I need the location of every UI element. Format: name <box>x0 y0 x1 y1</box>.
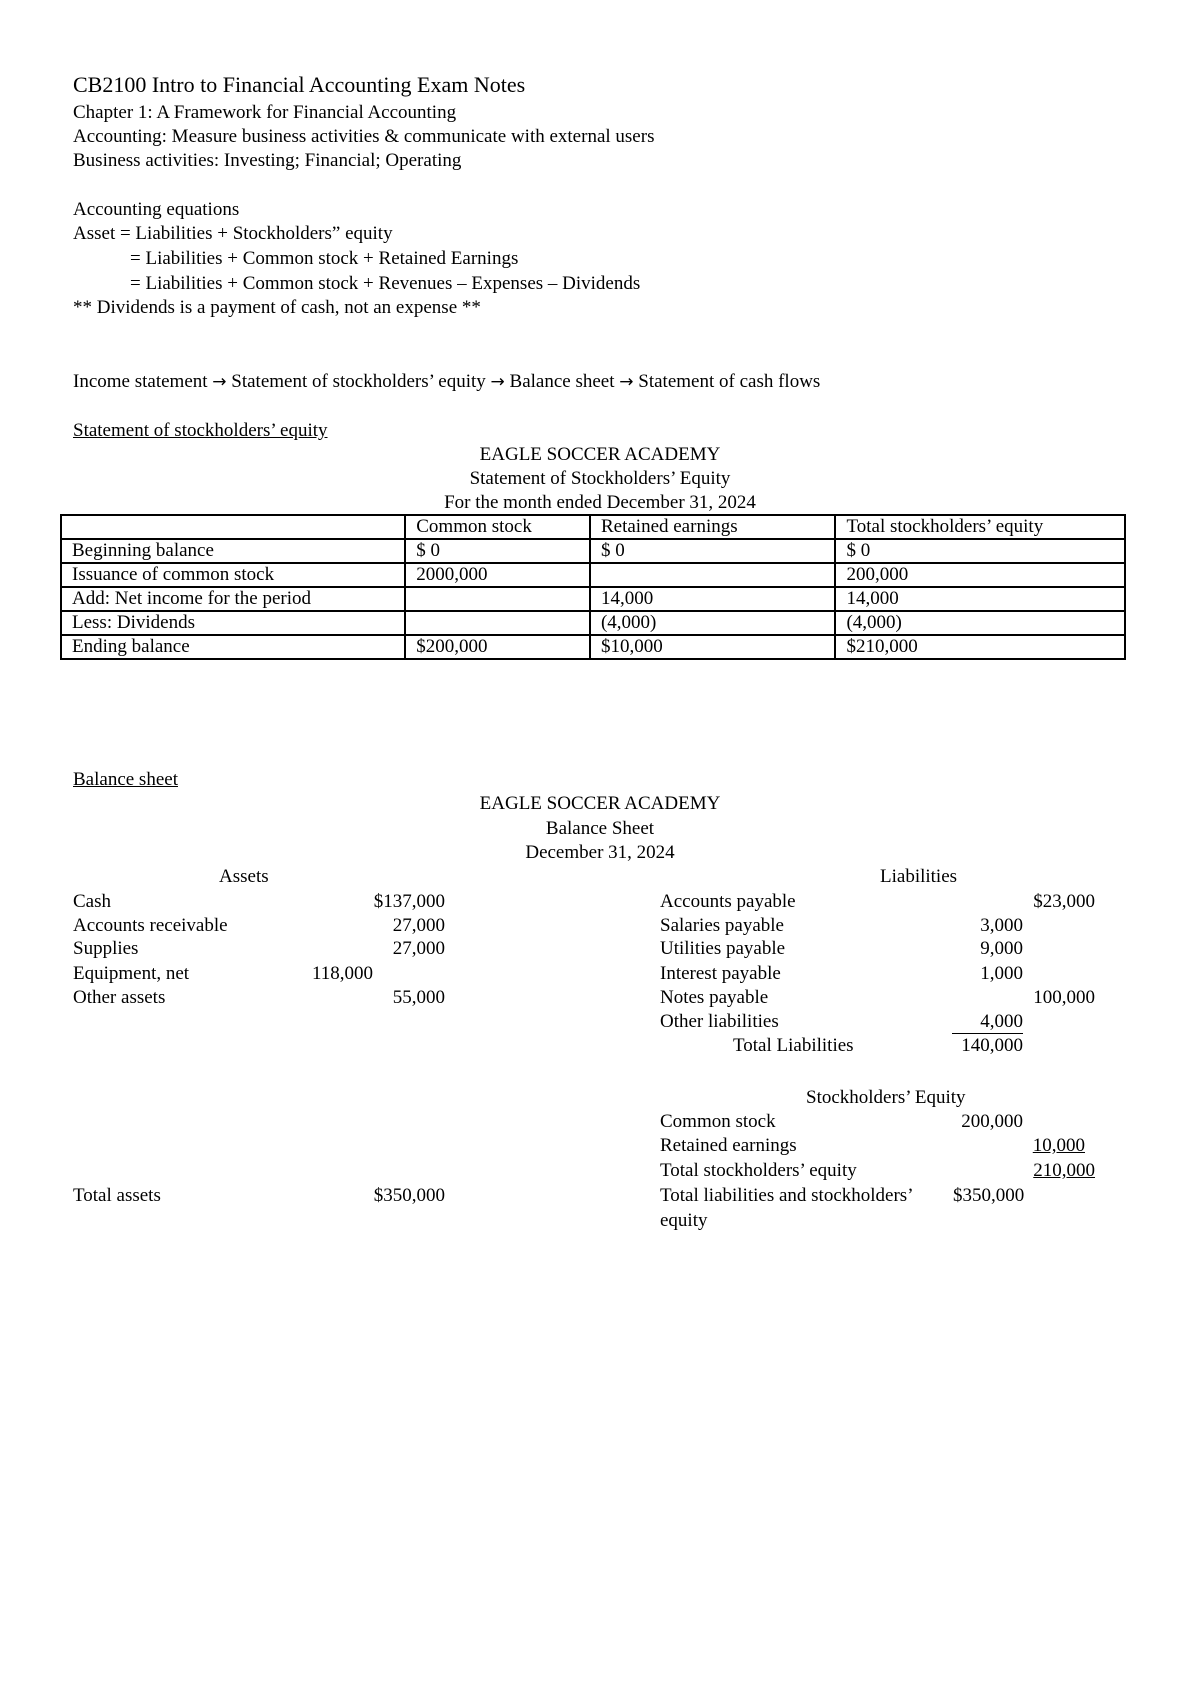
total-assets-label: Total assets <box>73 1185 161 1206</box>
total-le-amount: $350,000 <box>953 1185 1025 1206</box>
table-cell: Ending balance <box>61 635 405 659</box>
equation-line-1: Asset = Liabilities + Stockholders” equity <box>73 223 393 244</box>
equity-company-name: EAGLE SOCCER ACADEMY <box>479 444 721 465</box>
chapter-heading: Chapter 1: A Framework for Financial Accounting <box>73 102 457 123</box>
table-row <box>61 539 1125 563</box>
flow-item: Statement of stockholders’ equity <box>231 371 486 392</box>
total-liabilities-label: Total Liabilities <box>733 1035 854 1056</box>
asset-amount: 55,000 <box>392 987 445 1008</box>
total-le-label: Total liabilities and stockholders’ <box>660 1185 914 1206</box>
equity-label: Common stock <box>660 1111 776 1132</box>
business-activities: Business activities: Investing; Financial; Operating <box>73 150 462 171</box>
table-cell <box>405 587 590 611</box>
table-cell: (4,000) <box>590 611 836 635</box>
table-cell: 14,000 <box>835 587 1125 611</box>
asset-label: Supplies <box>73 938 139 959</box>
total-assets-amount: $350,000 <box>373 1185 445 1206</box>
asset-amount: 27,000 <box>392 938 445 959</box>
accounting-definition: Accounting: Measure business activities & communicate with external users <box>73 126 655 147</box>
table-cell: $ 0 <box>405 539 590 563</box>
equity-amount: 200,000 <box>961 1111 1023 1132</box>
arrow-right-icon: → <box>212 372 227 392</box>
assets-heading: Assets <box>219 866 269 887</box>
table-row <box>61 635 1125 659</box>
bs-name: Balance Sheet <box>545 818 655 839</box>
table-header-cell: Retained earnings <box>590 515 836 539</box>
liability-label: Other liabilities <box>660 1011 779 1032</box>
asset-amount: 27,000 <box>392 915 445 936</box>
asset-amount: $137,000 <box>373 891 445 912</box>
table-cell: Issuance of common stock <box>61 563 405 587</box>
equity-label: Total stockholders’ equity <box>660 1160 857 1181</box>
asset-amount: 118,000 <box>311 963 373 984</box>
equity-amount: 10,000 <box>1032 1135 1085 1156</box>
liabilities-heading: Liabilities <box>880 866 958 887</box>
equity-statement-period: For the month ended December 31, 2024 <box>444 492 756 513</box>
table-row <box>61 563 1125 587</box>
bs-date: December 31, 2024 <box>525 842 675 863</box>
asset-label: Other assets <box>73 987 166 1008</box>
liability-label: Salaries payable <box>660 915 784 936</box>
equation-line-2: = Liabilities + Common stock + Retained Earnings <box>130 248 519 269</box>
equity-amount: 210,000 <box>1033 1160 1095 1181</box>
table-cell <box>405 611 590 635</box>
liability-amount: 100,000 <box>1033 987 1095 1008</box>
liability-label: Notes payable <box>660 987 769 1008</box>
table-cell: Less: Dividends <box>61 611 405 635</box>
equity-statement-name: Statement of Stockholders’ Equity <box>469 468 731 489</box>
table-row <box>61 611 1125 635</box>
table-header-row <box>61 515 1125 539</box>
asset-label: Accounts receivable <box>73 915 228 936</box>
liability-amount: 4,000 <box>952 1011 1023 1034</box>
liability-amount: 9,000 <box>980 938 1023 959</box>
table-cell <box>590 563 836 587</box>
table-cell: (4,000) <box>835 611 1125 635</box>
asset-label: Cash <box>73 891 111 912</box>
arrow-right-icon: → <box>619 372 634 392</box>
table-header-cell: Common stock <box>405 515 590 539</box>
liability-amount: 1,000 <box>980 963 1023 984</box>
arrow-right-icon: → <box>490 372 505 392</box>
table-cell: Beginning balance <box>61 539 405 563</box>
balance-sheet-label: Balance sheet <box>73 769 178 790</box>
equation-line-3: = Liabilities + Common stock + Revenues – Expenses – Dividends <box>130 273 641 294</box>
liability-label: Utilities payable <box>660 938 786 959</box>
table-row <box>61 587 1125 611</box>
liability-amount: $23,000 <box>1033 891 1095 912</box>
table-cell: $ 0 <box>590 539 836 563</box>
page-title: CB2100 Intro to Financial Accounting Exam Notes <box>73 72 526 97</box>
equity-statement-label: Statement of stockholders’ equity <box>73 420 328 441</box>
flow-item: Balance sheet <box>509 371 615 392</box>
liability-label: Interest payable <box>660 963 781 984</box>
liability-amount: 3,000 <box>980 915 1023 936</box>
equity-label: Retained earnings <box>660 1135 797 1156</box>
table-cell: 2000,000 <box>405 563 590 587</box>
table-cell: 14,000 <box>590 587 836 611</box>
table-cell: Add: Net income for the period <box>61 587 405 611</box>
dividends-note: ** Dividends is a payment of cash, not an expense ** <box>73 297 481 318</box>
flow-item: Income statement <box>73 371 208 392</box>
table-cell: 200,000 <box>835 563 1125 587</box>
asset-label: Equipment, net <box>73 963 190 984</box>
total-liabilities-amount: 140,000 <box>961 1035 1023 1056</box>
table-cell: $200,000 <box>405 635 590 659</box>
equity-heading: Stockholders’ Equity <box>806 1087 966 1108</box>
table-cell: $210,000 <box>835 635 1125 659</box>
equations-heading: Accounting equations <box>73 199 240 220</box>
flow-item: Statement of cash flows <box>638 371 821 392</box>
bs-company-name: EAGLE SOCCER ACADEMY <box>479 793 721 814</box>
equity-table <box>60 514 1126 660</box>
table-cell: $ 0 <box>835 539 1125 563</box>
total-le-label-cont: equity <box>660 1210 708 1231</box>
liability-label: Accounts payable <box>660 891 796 912</box>
table-cell: $10,000 <box>590 635 836 659</box>
table-header-cell: Total stockholders’ equity <box>835 515 1125 539</box>
table-header-cell <box>61 515 405 539</box>
statement-flow <box>73 371 820 393</box>
